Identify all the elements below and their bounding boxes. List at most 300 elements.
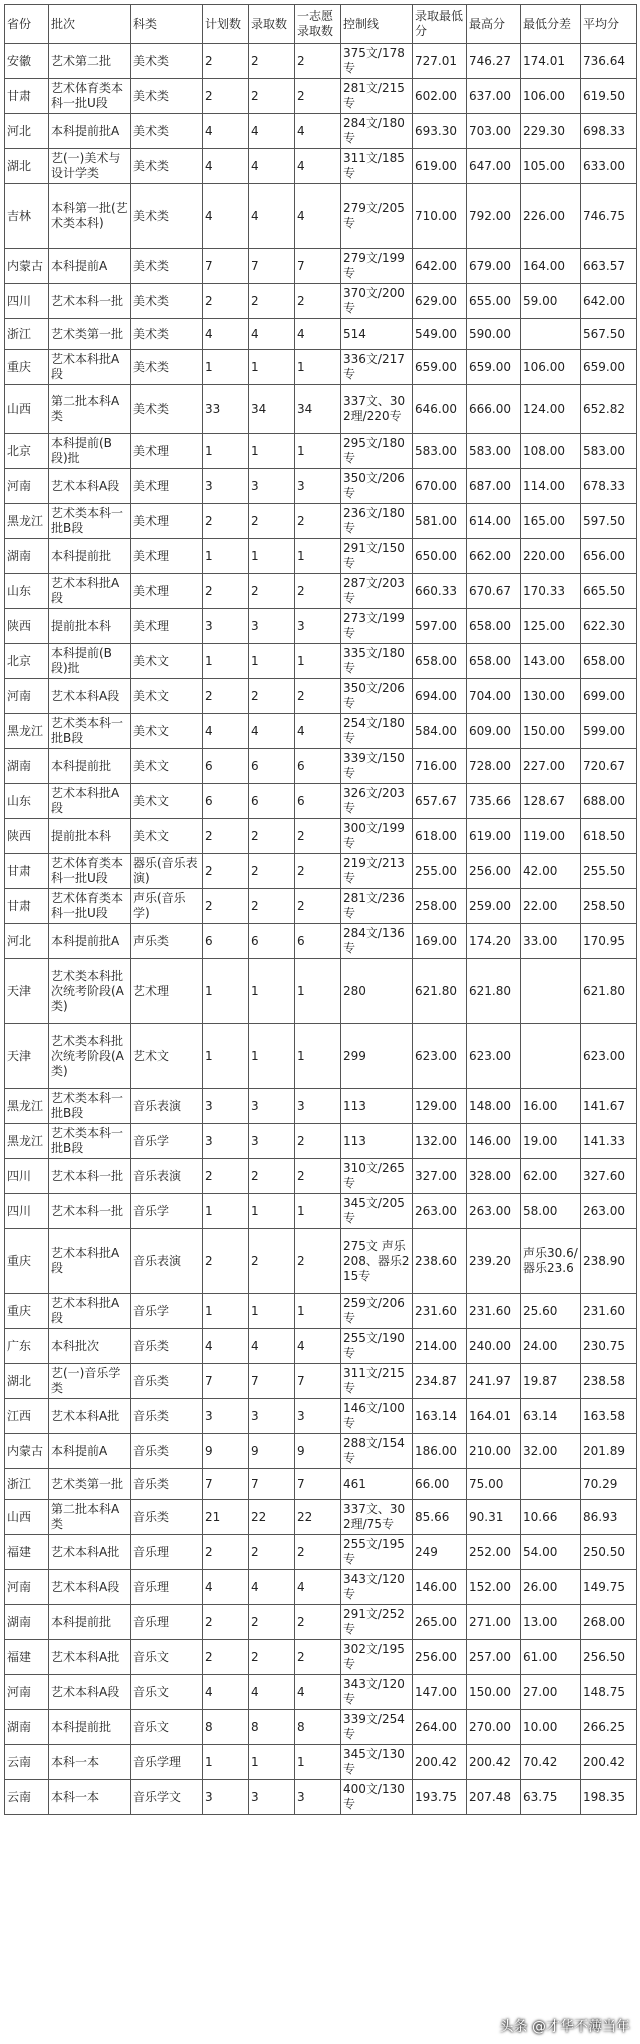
cell-plan-count: 6 xyxy=(203,924,249,959)
cell-avg-score: 266.25 xyxy=(581,1710,637,1745)
cell-first-choice-count: 1 xyxy=(295,1194,341,1229)
cell-plan-count: 2 xyxy=(203,504,249,539)
cell-max-score: 271.00 xyxy=(467,1605,521,1640)
cell-batch: 本科第一批(艺术类本科) xyxy=(49,184,131,249)
cell-min-score: 200.42 xyxy=(413,1745,467,1780)
cell-min-score: 659.00 xyxy=(413,350,467,385)
cell-max-score: 239.20 xyxy=(467,1229,521,1294)
cell-avg-score: 141.67 xyxy=(581,1089,637,1124)
cell-category: 声乐类 xyxy=(131,924,203,959)
cell-max-score: 658.00 xyxy=(467,644,521,679)
cell-min-score: 727.01 xyxy=(413,44,467,79)
cell-province: 湖南 xyxy=(5,1710,49,1745)
cell-min-score: 618.00 xyxy=(413,819,467,854)
table-row xyxy=(5,854,637,889)
cell-first-choice-count: 34 xyxy=(295,385,341,434)
cell-min-score-diff: 24.00 xyxy=(521,1329,581,1364)
cell-min-score-diff: 27.00 xyxy=(521,1675,581,1710)
table-row xyxy=(5,1780,637,1815)
cell-admit-count: 2 xyxy=(249,1229,295,1294)
cell-batch: 艺术类第一批 xyxy=(49,1469,131,1500)
table-row xyxy=(5,385,637,434)
cell-max-score: 328.00 xyxy=(467,1159,521,1194)
cell-admit-count: 3 xyxy=(249,1780,295,1815)
cell-plan-count: 8 xyxy=(203,1710,249,1745)
cell-category: 美术类 xyxy=(131,249,203,284)
cell-admit-count: 2 xyxy=(249,854,295,889)
table-row xyxy=(5,749,637,784)
cell-max-score: 146.00 xyxy=(467,1124,521,1159)
cell-max-score: 637.00 xyxy=(467,79,521,114)
cell-plan-count: 1 xyxy=(203,539,249,574)
cell-plan-count: 1 xyxy=(203,1024,249,1089)
cell-province: 湖北 xyxy=(5,149,49,184)
cell-min-score: 231.60 xyxy=(413,1294,467,1329)
cell-province: 四川 xyxy=(5,284,49,319)
cell-max-score: 150.00 xyxy=(467,1675,521,1710)
cell-avg-score: 720.67 xyxy=(581,749,637,784)
cell-province: 内蒙古 xyxy=(5,249,49,284)
cell-plan-count: 2 xyxy=(203,284,249,319)
cell-category: 美术文 xyxy=(131,714,203,749)
table-row xyxy=(5,184,637,249)
cell-avg-score: 86.93 xyxy=(581,1500,637,1535)
cell-admit-count: 2 xyxy=(249,1605,295,1640)
cell-category: 音乐表演 xyxy=(131,1089,203,1124)
cell-min-score: 583.00 xyxy=(413,434,467,469)
cell-province: 广东 xyxy=(5,1329,49,1364)
cell-min-score-diff xyxy=(521,1024,581,1089)
cell-max-score: 152.00 xyxy=(467,1570,521,1605)
cell-control-line: 113 xyxy=(341,1089,413,1124)
cell-max-score: 703.00 xyxy=(467,114,521,149)
cell-province: 天津 xyxy=(5,1024,49,1089)
cell-province: 山西 xyxy=(5,1500,49,1535)
cell-batch: 艺术体育类本科一批U段 xyxy=(49,854,131,889)
cell-control-line: 337文、302理/220专 xyxy=(341,385,413,434)
cell-province: 陕西 xyxy=(5,819,49,854)
cell-admit-count: 7 xyxy=(249,1364,295,1399)
cell-avg-score: 170.95 xyxy=(581,924,637,959)
cell-province: 安徽 xyxy=(5,44,49,79)
cell-first-choice-count: 2 xyxy=(295,44,341,79)
cell-control-line: 339文/254专 xyxy=(341,1710,413,1745)
cell-plan-count: 3 xyxy=(203,1399,249,1434)
cell-max-score: 252.00 xyxy=(467,1535,521,1570)
cell-control-line: 279文/205专 xyxy=(341,184,413,249)
cell-category: 美术类 xyxy=(131,114,203,149)
cell-plan-count: 4 xyxy=(203,1675,249,1710)
cell-min-score: 186.00 xyxy=(413,1434,467,1469)
cell-admit-count: 3 xyxy=(249,1399,295,1434)
cell-min-score-diff: 70.42 xyxy=(521,1745,581,1780)
cell-first-choice-count: 1 xyxy=(295,434,341,469)
column-header-admit-count: 录取数 xyxy=(249,5,295,44)
cell-max-score: 679.00 xyxy=(467,249,521,284)
cell-province: 重庆 xyxy=(5,1294,49,1329)
cell-category: 音乐类 xyxy=(131,1434,203,1469)
cell-first-choice-count: 8 xyxy=(295,1710,341,1745)
cell-min-score: 169.00 xyxy=(413,924,467,959)
cell-batch: 本科提前批 xyxy=(49,1710,131,1745)
cell-plan-count: 6 xyxy=(203,749,249,784)
cell-min-score: 660.33 xyxy=(413,574,467,609)
cell-province: 河北 xyxy=(5,114,49,149)
table-row xyxy=(5,350,637,385)
cell-batch: 本科提前(B段)批 xyxy=(49,644,131,679)
cell-admit-count: 1 xyxy=(249,350,295,385)
cell-plan-count: 2 xyxy=(203,819,249,854)
cell-category: 音乐理 xyxy=(131,1570,203,1605)
cell-avg-score: 665.50 xyxy=(581,574,637,609)
cell-max-score: 728.00 xyxy=(467,749,521,784)
cell-batch: 艺术本科A段 xyxy=(49,679,131,714)
cell-admit-count: 2 xyxy=(249,1535,295,1570)
cell-first-choice-count: 4 xyxy=(295,1329,341,1364)
cell-avg-score: 148.75 xyxy=(581,1675,637,1710)
cell-control-line: 345文/205专 xyxy=(341,1194,413,1229)
cell-batch: 本科提前批 xyxy=(49,1605,131,1640)
cell-batch: 艺术本科一批 xyxy=(49,1159,131,1194)
cell-avg-score: 746.75 xyxy=(581,184,637,249)
cell-min-score: 621.80 xyxy=(413,959,467,1024)
cell-first-choice-count: 1 xyxy=(295,1294,341,1329)
cell-min-score-diff: 42.00 xyxy=(521,854,581,889)
cell-plan-count: 7 xyxy=(203,1469,249,1500)
cell-first-choice-count: 3 xyxy=(295,1089,341,1124)
cell-min-score-diff: 227.00 xyxy=(521,749,581,784)
cell-avg-score: 268.00 xyxy=(581,1605,637,1640)
cell-category: 美术类 xyxy=(131,350,203,385)
cell-max-score: 200.42 xyxy=(467,1745,521,1780)
cell-min-score: 693.30 xyxy=(413,114,467,149)
cell-min-score: 584.00 xyxy=(413,714,467,749)
cell-plan-count: 4 xyxy=(203,114,249,149)
cell-admit-count: 2 xyxy=(249,504,295,539)
column-header-max-score: 最高分 xyxy=(467,5,521,44)
cell-batch: 第二批本科A类 xyxy=(49,1500,131,1535)
table-row xyxy=(5,1535,637,1570)
cell-max-score: 662.00 xyxy=(467,539,521,574)
admission-table-wrapper xyxy=(4,4,636,1815)
cell-plan-count: 2 xyxy=(203,574,249,609)
cell-category: 音乐表演 xyxy=(131,1229,203,1294)
cell-control-line: 254文/180专 xyxy=(341,714,413,749)
cell-max-score: 609.00 xyxy=(467,714,521,749)
cell-plan-count: 3 xyxy=(203,1124,249,1159)
cell-min-score-diff: 58.00 xyxy=(521,1194,581,1229)
cell-min-score-diff: 128.67 xyxy=(521,784,581,819)
cell-admit-count: 1 xyxy=(249,1294,295,1329)
cell-category: 音乐类 xyxy=(131,1469,203,1500)
cell-min-score: 193.75 xyxy=(413,1780,467,1815)
cell-first-choice-count: 2 xyxy=(295,1229,341,1294)
cell-batch: 艺术类本科一批B段 xyxy=(49,1089,131,1124)
table-row xyxy=(5,574,637,609)
cell-province: 重庆 xyxy=(5,1229,49,1294)
cell-plan-count: 2 xyxy=(203,1605,249,1640)
cell-control-line: 370文/200专 xyxy=(341,284,413,319)
cell-category: 美术文 xyxy=(131,784,203,819)
cell-plan-count: 1 xyxy=(203,1745,249,1780)
cell-plan-count: 1 xyxy=(203,350,249,385)
cell-batch: 艺术本科A段 xyxy=(49,1570,131,1605)
cell-category: 音乐学 xyxy=(131,1194,203,1229)
table-row xyxy=(5,1434,637,1469)
cell-min-score-diff: 26.00 xyxy=(521,1570,581,1605)
cell-batch: 提前批本科 xyxy=(49,819,131,854)
cell-max-score: 263.00 xyxy=(467,1194,521,1229)
cell-max-score: 90.31 xyxy=(467,1500,521,1535)
cell-max-score: 583.00 xyxy=(467,434,521,469)
cell-avg-score: 200.42 xyxy=(581,1745,637,1780)
cell-first-choice-count: 9 xyxy=(295,1434,341,1469)
cell-avg-score: 567.50 xyxy=(581,319,637,350)
cell-min-score: 249 xyxy=(413,1535,467,1570)
cell-min-score-diff: 226.00 xyxy=(521,184,581,249)
table-row xyxy=(5,1570,637,1605)
cell-category: 美术文 xyxy=(131,644,203,679)
cell-control-line: 281文/215专 xyxy=(341,79,413,114)
cell-min-score: 265.00 xyxy=(413,1605,467,1640)
cell-min-score: 658.00 xyxy=(413,644,467,679)
cell-category: 美术理 xyxy=(131,539,203,574)
cell-control-line: 339文/150专 xyxy=(341,749,413,784)
cell-first-choice-count: 6 xyxy=(295,924,341,959)
cell-avg-score: 230.75 xyxy=(581,1329,637,1364)
cell-province: 河南 xyxy=(5,1570,49,1605)
cell-max-score: 240.00 xyxy=(467,1329,521,1364)
cell-control-line: 343文/120专 xyxy=(341,1675,413,1710)
cell-category: 器乐(音乐表演) xyxy=(131,854,203,889)
cell-category: 美术类 xyxy=(131,184,203,249)
cell-control-line: 337文、302理/75专 xyxy=(341,1500,413,1535)
cell-min-score: 629.00 xyxy=(413,284,467,319)
cell-category: 艺术理 xyxy=(131,959,203,1024)
cell-category: 艺术文 xyxy=(131,1024,203,1089)
cell-first-choice-count: 7 xyxy=(295,1364,341,1399)
cell-control-line: 350文/206专 xyxy=(341,679,413,714)
cell-plan-count: 2 xyxy=(203,854,249,889)
cell-control-line: 311文/185专 xyxy=(341,149,413,184)
cell-min-score-diff: 25.60 xyxy=(521,1294,581,1329)
cell-category: 美术类 xyxy=(131,385,203,434)
cell-category: 音乐类 xyxy=(131,1364,203,1399)
cell-plan-count: 3 xyxy=(203,1089,249,1124)
cell-control-line: 219文/213专 xyxy=(341,854,413,889)
table-row xyxy=(5,319,637,350)
cell-province: 黑龙江 xyxy=(5,504,49,539)
cell-avg-score: 622.30 xyxy=(581,609,637,644)
table-row xyxy=(5,1024,637,1089)
cell-control-line: 281文/236专 xyxy=(341,889,413,924)
cell-first-choice-count: 2 xyxy=(295,1605,341,1640)
cell-admit-count: 34 xyxy=(249,385,295,434)
cell-max-score: 270.00 xyxy=(467,1710,521,1745)
cell-min-score-diff: 106.00 xyxy=(521,79,581,114)
column-header-first-choice-count: 一志愿录取数 xyxy=(295,5,341,44)
cell-first-choice-count: 2 xyxy=(295,819,341,854)
cell-first-choice-count: 2 xyxy=(295,504,341,539)
cell-avg-score: 327.60 xyxy=(581,1159,637,1194)
column-header-min-score: 录取最低分 xyxy=(413,5,467,44)
cell-min-score-diff: 119.00 xyxy=(521,819,581,854)
cell-batch: 艺术类本科一批B段 xyxy=(49,504,131,539)
table-row xyxy=(5,1500,637,1535)
cell-control-line: 300文/199专 xyxy=(341,819,413,854)
cell-avg-score: 659.00 xyxy=(581,350,637,385)
cell-admit-count: 6 xyxy=(249,924,295,959)
cell-province: 重庆 xyxy=(5,350,49,385)
table-row xyxy=(5,644,637,679)
cell-control-line: 375文/178专 xyxy=(341,44,413,79)
cell-min-score: 147.00 xyxy=(413,1675,467,1710)
cell-admit-count: 1 xyxy=(249,1024,295,1089)
cell-max-score: 231.60 xyxy=(467,1294,521,1329)
cell-first-choice-count: 4 xyxy=(295,149,341,184)
cell-max-score: 704.00 xyxy=(467,679,521,714)
cell-control-line: 343文/120专 xyxy=(341,1570,413,1605)
table-row xyxy=(5,1159,637,1194)
cell-batch: 艺术类本科批次统考阶段(A类) xyxy=(49,1024,131,1089)
cell-admit-count: 1 xyxy=(249,1194,295,1229)
table-row xyxy=(5,469,637,504)
cell-plan-count: 4 xyxy=(203,319,249,350)
cell-province: 山西 xyxy=(5,385,49,434)
table-row xyxy=(5,1399,637,1434)
cell-control-line: 326文/203专 xyxy=(341,784,413,819)
cell-max-score: 590.00 xyxy=(467,319,521,350)
cell-control-line: 291文/150专 xyxy=(341,539,413,574)
cell-min-score: 602.00 xyxy=(413,79,467,114)
cell-first-choice-count: 3 xyxy=(295,469,341,504)
cell-category: 美术理 xyxy=(131,574,203,609)
cell-admit-count: 2 xyxy=(249,284,295,319)
cell-avg-score: 250.50 xyxy=(581,1535,637,1570)
cell-category: 音乐学 xyxy=(131,1124,203,1159)
cell-avg-score: 678.33 xyxy=(581,469,637,504)
cell-first-choice-count: 6 xyxy=(295,749,341,784)
cell-avg-score: 163.58 xyxy=(581,1399,637,1434)
cell-min-score-diff: 61.00 xyxy=(521,1640,581,1675)
cell-control-line: 350文/206专 xyxy=(341,469,413,504)
cell-min-score-diff: 32.00 xyxy=(521,1434,581,1469)
cell-category: 音乐表演 xyxy=(131,1159,203,1194)
cell-batch: 艺术本科批A段 xyxy=(49,1229,131,1294)
cell-plan-count: 2 xyxy=(203,1640,249,1675)
cell-max-score: 164.01 xyxy=(467,1399,521,1434)
cell-province: 北京 xyxy=(5,644,49,679)
table-row xyxy=(5,1605,637,1640)
cell-avg-score: 258.50 xyxy=(581,889,637,924)
cell-min-score-diff: 13.00 xyxy=(521,1605,581,1640)
cell-min-score: 66.00 xyxy=(413,1469,467,1500)
cell-category: 音乐类 xyxy=(131,1329,203,1364)
cell-first-choice-count: 7 xyxy=(295,249,341,284)
table-row xyxy=(5,1469,637,1500)
cell-avg-score: 201.89 xyxy=(581,1434,637,1469)
cell-control-line: 275文 声乐208、器乐215专 xyxy=(341,1229,413,1294)
cell-max-score: 666.00 xyxy=(467,385,521,434)
cell-min-score-diff: 106.00 xyxy=(521,350,581,385)
cell-avg-score: 698.33 xyxy=(581,114,637,149)
cell-control-line: 255文/195专 xyxy=(341,1535,413,1570)
cell-max-score: 614.00 xyxy=(467,504,521,539)
cell-min-score: 657.67 xyxy=(413,784,467,819)
table-row xyxy=(5,1089,637,1124)
cell-category: 美术文 xyxy=(131,819,203,854)
cell-batch: 艺术类本科批次统考阶段(A类) xyxy=(49,959,131,1024)
column-header-province: 省份 xyxy=(5,5,49,44)
cell-control-line: 299 xyxy=(341,1024,413,1089)
cell-plan-count: 2 xyxy=(203,889,249,924)
cell-plan-count: 7 xyxy=(203,1364,249,1399)
cell-plan-count: 21 xyxy=(203,1500,249,1535)
cell-batch: 本科提前批A xyxy=(49,114,131,149)
cell-min-score-diff: 125.00 xyxy=(521,609,581,644)
cell-avg-score: 658.00 xyxy=(581,644,637,679)
cell-avg-score: 663.57 xyxy=(581,249,637,284)
cell-avg-score: 231.60 xyxy=(581,1294,637,1329)
cell-province: 吉林 xyxy=(5,184,49,249)
column-header-min-score-diff: 最低分差 xyxy=(521,5,581,44)
cell-plan-count: 7 xyxy=(203,249,249,284)
cell-province: 湖南 xyxy=(5,1605,49,1640)
table-row xyxy=(5,79,637,114)
cell-province: 甘肃 xyxy=(5,79,49,114)
cell-min-score-diff: 108.00 xyxy=(521,434,581,469)
table-row xyxy=(5,539,637,574)
cell-admit-count: 3 xyxy=(249,1124,295,1159)
cell-first-choice-count: 4 xyxy=(295,714,341,749)
cell-admit-count: 4 xyxy=(249,319,295,350)
cell-min-score: 670.00 xyxy=(413,469,467,504)
cell-batch: 艺术本科批A段 xyxy=(49,574,131,609)
cell-min-score-diff: 130.00 xyxy=(521,679,581,714)
cell-batch: 本科一本 xyxy=(49,1780,131,1815)
cell-first-choice-count: 1 xyxy=(295,644,341,679)
cell-plan-count: 1 xyxy=(203,434,249,469)
table-row xyxy=(5,889,637,924)
cell-min-score-diff: 10.66 xyxy=(521,1500,581,1535)
cell-batch: 艺术本科A段 xyxy=(49,1675,131,1710)
cell-plan-count: 1 xyxy=(203,1294,249,1329)
cell-avg-score: 599.00 xyxy=(581,714,637,749)
cell-min-score-diff: 声乐30.6/器乐23.6 xyxy=(521,1229,581,1294)
cell-min-score-diff: 143.00 xyxy=(521,644,581,679)
cell-admit-count: 2 xyxy=(249,889,295,924)
cell-max-score: 658.00 xyxy=(467,609,521,644)
table-row xyxy=(5,114,637,149)
cell-control-line: 302文/195专 xyxy=(341,1640,413,1675)
cell-admit-count: 9 xyxy=(249,1434,295,1469)
cell-avg-score: 263.00 xyxy=(581,1194,637,1229)
cell-plan-count: 6 xyxy=(203,784,249,819)
cell-admit-count: 2 xyxy=(249,679,295,714)
cell-control-line: 287文/203专 xyxy=(341,574,413,609)
cell-province: 内蒙古 xyxy=(5,1434,49,1469)
cell-first-choice-count: 2 xyxy=(295,1640,341,1675)
cell-min-score: 146.00 xyxy=(413,1570,467,1605)
cell-avg-score: 688.00 xyxy=(581,784,637,819)
table-row xyxy=(5,1329,637,1364)
table-row xyxy=(5,284,637,319)
cell-category: 美术类 xyxy=(131,284,203,319)
table-row xyxy=(5,1194,637,1229)
cell-batch: 艺术类本科一批B段 xyxy=(49,1124,131,1159)
cell-first-choice-count: 1 xyxy=(295,350,341,385)
cell-plan-count: 2 xyxy=(203,1535,249,1570)
